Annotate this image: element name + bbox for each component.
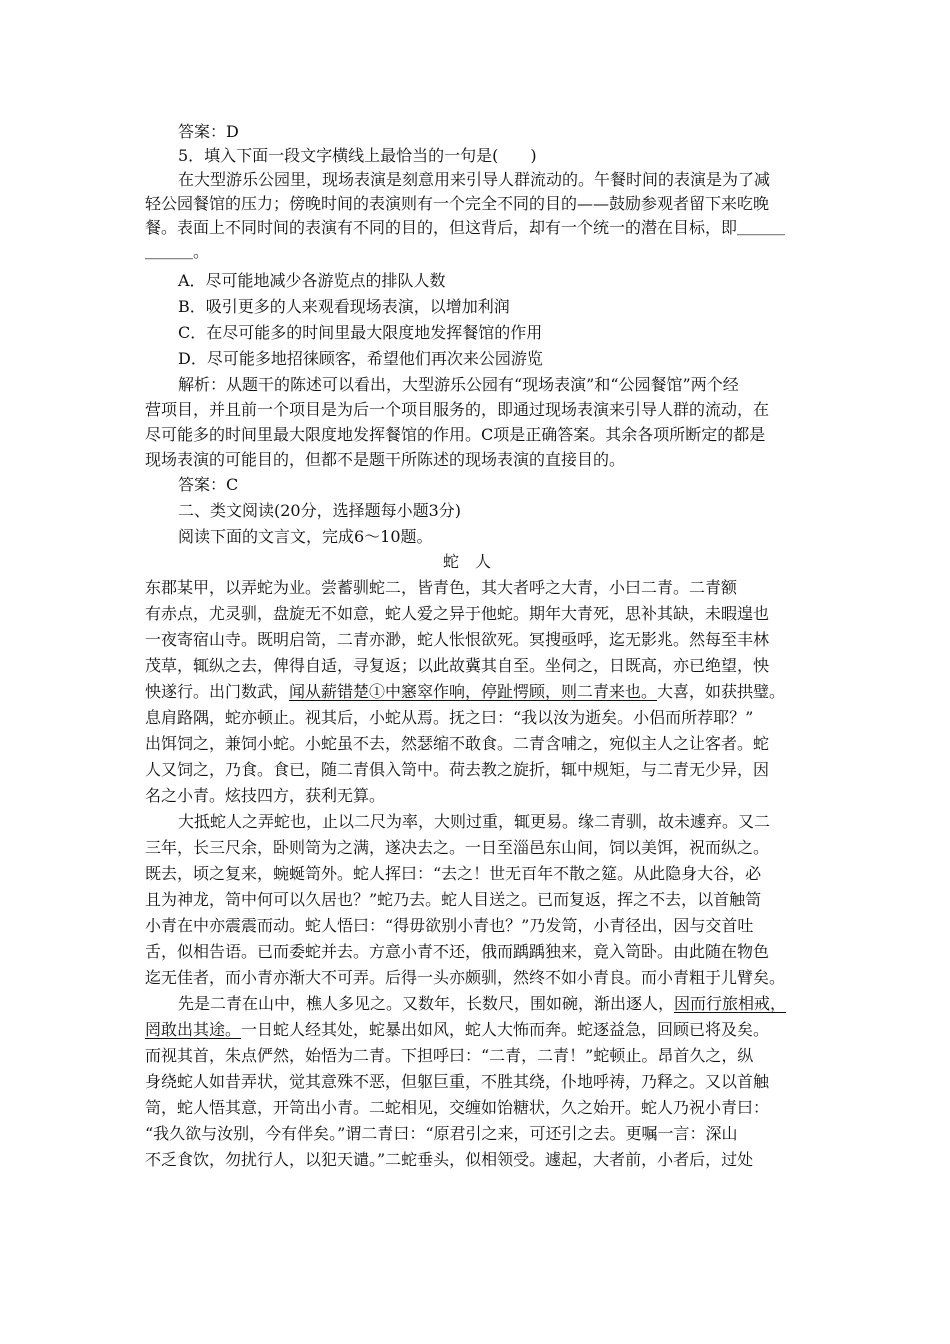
paragraph-line: 既去，顷之复来，蜿蜒笥外。蛇人挥曰：“去之！世无百年不散之筵。从此隐身大谷，必: [145, 864, 762, 883]
analysis-line: 现场表演的可能目的，但都不是题干所陈述的现场表演的直接目的。: [145, 450, 626, 469]
paragraph-line: 小青在中亦震震而动。蛇人悟曰：“得毋欲别小青也？”乃发笥，小青径出，因与交首吐: [145, 916, 754, 935]
paragraph-line: 而视其首，朱点俨然，始悟为二青。下担呼曰：“二青，二青！”蛇顿止。昂首久之，纵: [145, 1046, 754, 1065]
passage-line: ＿＿＿。: [145, 242, 210, 261]
paragraph-line: [145, 681, 785, 703]
option-a: A．尽可能地减少各游览点的排队人数: [178, 271, 446, 290]
analysis-line: 营项目，并且前一个项目是为后一个项目服务的，即通过现场表演来引导人群的流动，在: [145, 400, 770, 419]
answer-q4: 答案：D: [178, 122, 239, 141]
paragraph-line: 身绕蛇人如昔弄状，觉其意殊不恶，但躯巨重，不胜其绕，仆地呼祷，乃释之。又以首触: [145, 1072, 770, 1091]
underlined-sentence: 因而行旅相戒，: [674, 994, 787, 1013]
paragraph-line: [145, 1019, 769, 1041]
paragraph-line: 且为神龙，笥中何可以久居也？”蛇乃去。蛇人目送之。已而复返，挥之不去，以首触笥: [145, 890, 762, 909]
paragraph-line: “我久欲与汝别，今有伴矣。”谓二青曰：“原君引之来，可还引之去。更嘱一言：深山: [145, 1124, 738, 1143]
section-2-heading: 二、类文阅读(20分，选择题每小题3分): [178, 501, 462, 520]
section-2-instruction: 阅读下面的文言文，完成6～10题。: [178, 527, 433, 546]
analysis-line: 尽可能多的时间里最大限度地发挥餐馆的作用。C项是正确答案。其余各项所断定的都是: [145, 425, 766, 444]
option-c: C．在尽可能多的时间里最大限度地发挥餐馆的作用: [178, 323, 543, 342]
paragraph-line: 三年，长三尺余，卧则笥为之满，遂决去之。一日至淄邑东山间，饲以美饵，祝而纵之。: [145, 838, 770, 857]
paragraph-line: 息肩路隅，蛇亦顿止。视其后，小蛇从焉。抚之曰：“我以汝为逝矣。小侣而所荐耶？”: [145, 708, 754, 727]
paragraph-line: 迄无佳者，而小青亦渐大不可弄。后得一头亦颇驯，然终不如小青良。而小青粗于儿臂矣。: [145, 968, 786, 987]
text-run: 大喜，如获拱璧。: [657, 682, 786, 701]
paragraph-line: 东郡某甲，以弄蛇为业。尝蓄驯蛇二，皆青色，其大者呼之大青，小曰二青。二青额: [145, 578, 738, 597]
analysis-line: 解析：从题干的陈述可以看出，大型游乐公园有“现场表演”和“公园餐馆”两个经: [178, 375, 739, 394]
passage-line: 轻公园餐馆的压力；傍晚时间的表演则有一个完全不同的目的——鼓励参观者留下来吃晚: [145, 194, 770, 213]
paragraph-line: 有赤点，尤灵驯，盘旋无不如意，蛇人爱之异于他蛇。期年大青死，思补其缺，未暇遑也: [145, 604, 770, 623]
paragraph-line: [178, 993, 786, 1015]
paragraph-line: 不乏食饮，勿扰行人，以犯天谴。”二蛇垂头，似相领受。遽起，大者前，小者后，过处: [145, 1150, 754, 1169]
underlined-sentence: 罔敢出其途。: [145, 1020, 242, 1039]
answer-q5: 答案：C: [178, 475, 239, 494]
paragraph-line: 一夜寄宿山寺。既明启笥，二青亦渺，蛇人怅恨欲死。冥搜亟呼，迄无影兆。然每至丰林: [145, 630, 770, 649]
text-run: 怏遂行。出门数武，: [145, 682, 290, 701]
passage-line: 餐。表面上不同时间的表演有不同的目的，但这背后，却有一个统一的潜在目标，即＿＿＿: [145, 218, 786, 237]
paragraph-line: 大抵蛇人之弄蛇也，止以二尺为率，大则过重，辄更易。缘二青驯，故未遽弃。又二: [178, 812, 771, 831]
passage-line: 在大型游乐公园里，现场表演是刻意用来引导人群流动的。午餐时间的表演是为了减: [178, 170, 771, 189]
option-b: B．吸引更多的人来观看现场表演，以增加利润: [178, 297, 510, 316]
text-run: 一日蛇人经其处，蛇暴出如风，蛇人大怖而奔。蛇逐益急，回顾已将及矣。: [241, 1020, 770, 1039]
paragraph-line: 茂草，辄纵之去，俾得自适，寻复返；以此故冀其自至。坐伺之，日既高，亦已绝望，怏: [145, 656, 770, 675]
paragraph-line: 人又饲之，乃食。食已，随二青俱入笥中。荷去教之旋折，辄中规矩，与二青无少异，因: [145, 760, 770, 779]
paragraph-line: 笥，蛇人悟其意，开笥出小青。二蛇相见，交缠如饴糖状，久之始开。蛇人乃祝小青曰：: [145, 1098, 770, 1117]
paragraph-line: 名之小青。炫技四方，获利无算。: [145, 786, 386, 805]
paragraph-line: 出饵饲之，兼饲小蛇。小蛇虽不去，然瑟缩不敢食。二青含哺之，宛似主人之让客者。蛇: [145, 734, 770, 753]
option-d: D．尽可能多地招徕顾客，希望他们再次来公园游览: [178, 349, 543, 368]
paragraph-line: 舌，似相告语。已而委蛇并去。方意小青不还，俄而踽踽独来，竟入笥卧。由此随在物色: [145, 942, 770, 961]
text-run: 先是二青在山中，樵人多见之。又数年，长数尺，围如碗，渐出逐人，: [178, 994, 675, 1013]
question-5-stem: 5．填入下面一段文字横线上最恰当的一句是( ): [178, 146, 537, 165]
passage-title: 蛇人: [442, 552, 507, 571]
underlined-sentence: 闻从薪错楚①中窸窣作响，停趾愕顾，则二青来也。: [289, 682, 658, 701]
